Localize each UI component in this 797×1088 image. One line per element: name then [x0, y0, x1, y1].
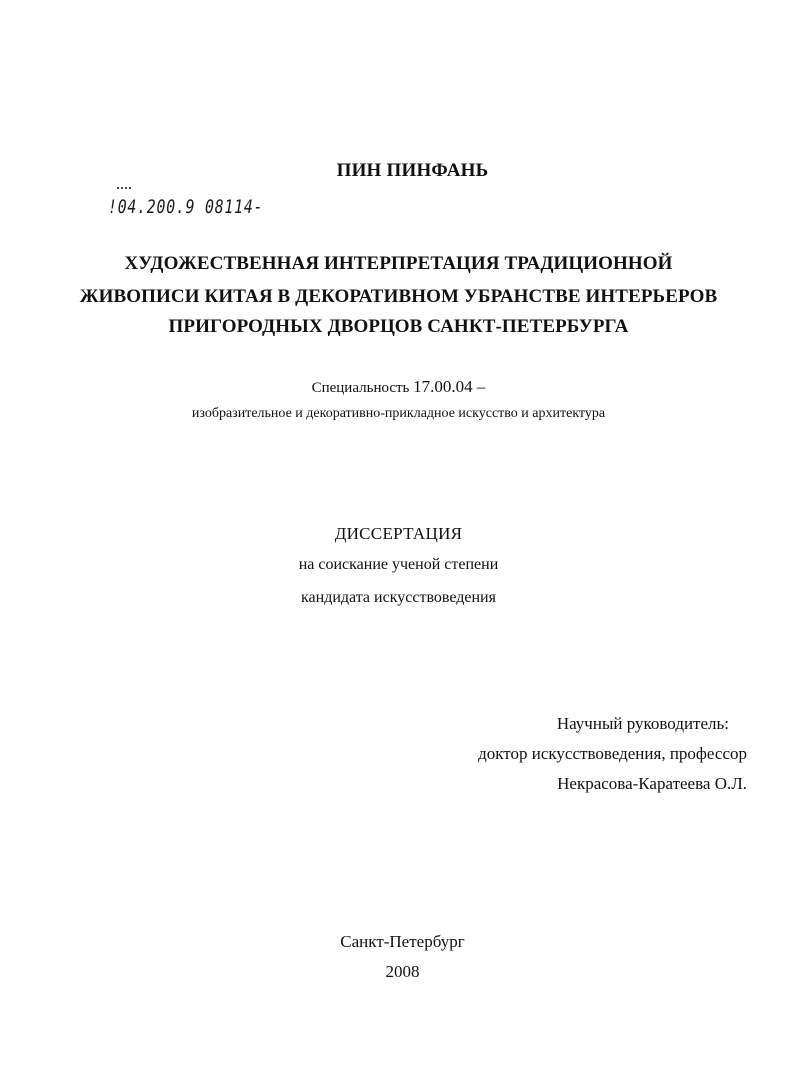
advisor-label: Научный руководитель:: [556, 714, 729, 733]
advisor-name: Некрасова-Каратеева О.Л.: [557, 774, 747, 793]
work-type: ДИССЕРТАЦИЯ: [334, 524, 463, 543]
title-line-1: ХУДОЖЕСТВЕННАЯ ИНТЕРПРЕТАЦИЯ ТРАДИЦИОННОЙ: [124, 253, 673, 274]
catalog-stamp: !04.200.9 08114-: [108, 196, 264, 218]
degree-line-2: кандидата искусствоведения: [301, 589, 496, 606]
specialty-description: изобразительное и декоративно-прикладное искусство и архитектура: [191, 406, 606, 421]
specialty-label: Специальность: [311, 380, 410, 396]
degree-line-1: на соискание ученой степени: [298, 556, 499, 573]
specialty-code: 17.00.04 –: [413, 377, 486, 396]
specialty: [0, 377, 797, 397]
city: Санкт-Петербург: [340, 932, 465, 951]
author-name: ПИН ПИНФАНЬ: [336, 160, 489, 181]
title-line-2: ЖИВОПИСИ КИТАЯ В ДЕКОРАТИВНОМ УБРАНСТВЕ ИНТЕРЬЕРОВ: [79, 286, 718, 307]
title-line-3: ПРИГОРОДНЫХ ДВОРЦОВ САНКТ-ПЕТЕРБУРГА: [168, 316, 629, 337]
advisor-title: доктор искусствоведения, профессор: [478, 744, 747, 763]
stamp-marks: [117, 187, 131, 192]
year: 2008: [385, 962, 420, 981]
